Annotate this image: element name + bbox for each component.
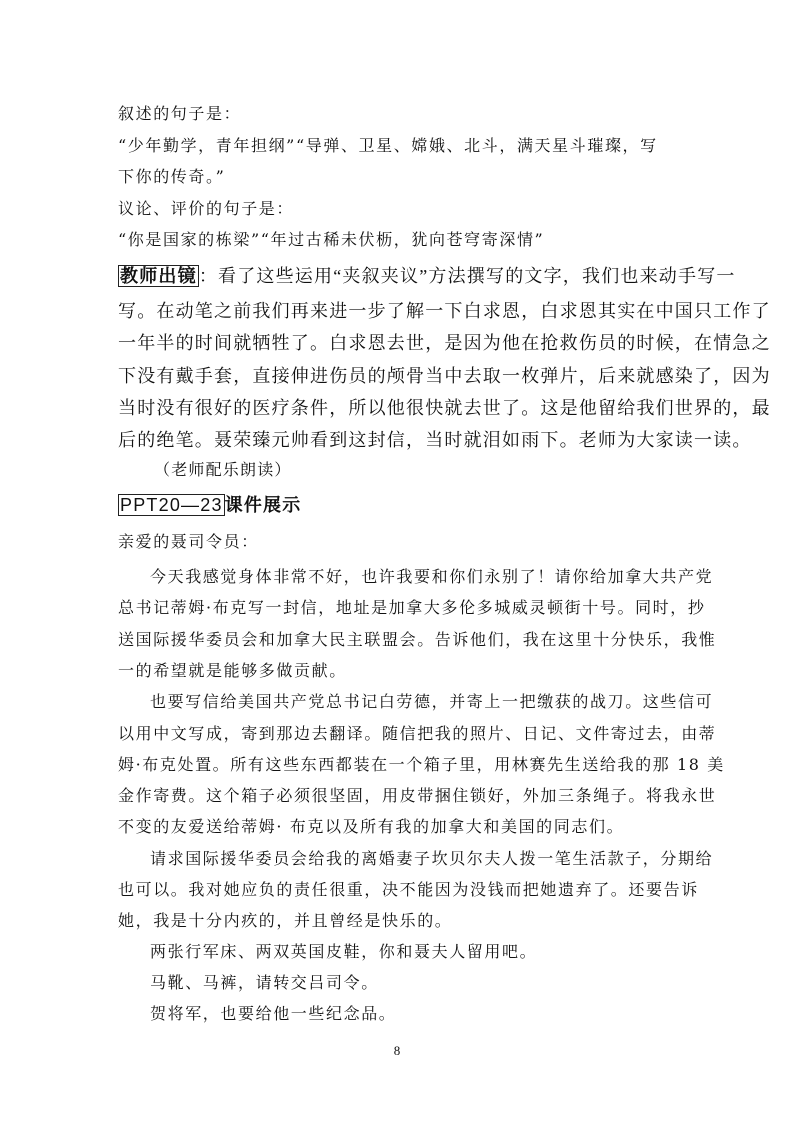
- teacher-label: 教师出镜: [120, 266, 197, 286]
- letter-line: 请求国际援华委员会给我的离婚妻子坎贝尔夫人拨一笔生活款子，分期给: [150, 849, 714, 868]
- letter-line: 以用中文写成，寄到那边去翻译。随信把我的照片、日记、文件寄过去，由蒂: [118, 724, 717, 743]
- letter-line: 一的希望就是能够多做贡献。: [118, 661, 347, 680]
- letter-salutation: 亲爱的聂司令员：: [118, 532, 259, 551]
- letter-line: 马靴、马裤，请转交吕司令。: [150, 973, 379, 992]
- commentary-heading: 议论、评价的句子是：: [118, 199, 295, 218]
- letter-line: 贺将军，也要给他一些纪念品。: [150, 1004, 397, 1023]
- narration-line: “少年勤学，青年担纲”“导弹、卫星、嫦娥、北斗，满天星斗璀璨，写: [118, 136, 658, 155]
- teacher-paragraph-line: 下没有戴手套，直接伸进伤员的颅骨当中去取一枚弹片，后来就感染了，因为: [118, 366, 771, 386]
- letter-line: 不变的友爱送给蒂姆· 布克以及所有我的加拿大和美国的同志们。: [118, 817, 625, 836]
- ppt-label: PPT20—23: [120, 495, 223, 515]
- reading-note: （老师配乐朗读）: [154, 462, 292, 479]
- teacher-text: ：看了这些运用“夹叙夹议”方法撰写的文字，我们也来动手写一: [198, 266, 736, 286]
- narration-line: 下你的传奇。”: [118, 167, 226, 186]
- page-number: 8: [393, 1043, 401, 1058]
- letter-line: 她，我是十分内疚的，并且曾经是快乐的。: [118, 911, 453, 930]
- letter-line: 也可以。我对她应负的责任很重，决不能因为没钱而把她遗弃了。还要告诉: [118, 880, 699, 899]
- teacher-paragraph-line: 后的绝笔。聂荣臻元帅看到这封信，当时就泪如雨下。老师为大家读一读。: [118, 430, 752, 450]
- commentary-line: “你是国家的栋梁”“年过古稀未伏枥，犹向苍穹寄深情”: [118, 230, 545, 249]
- letter-line: 今天我感觉身体非常不好，也许我要和你们永别了！请你给加拿大共产党: [150, 567, 714, 586]
- ppt-heading: [118, 491, 301, 517]
- teacher-paragraph-line: 当时没有很好的医疗条件，所以他很快就去世了。这是他留给我们世界的，最: [118, 398, 771, 418]
- letter-line: 两张行军床、两双英国皮鞋，你和聂夫人留用吧。: [150, 942, 538, 961]
- narration-heading: 叙述的句子是：: [118, 104, 242, 123]
- letter-line: 也要写信给美国共产党总书记白劳德，并寄上一把缴获的战刀。这些信可: [150, 692, 714, 711]
- ppt-title: 课件展示: [224, 495, 302, 515]
- letter-line: 金作寄费。这个箱子必须很坚固，用皮带捆住锁好，外加三条绳子。将我永世: [118, 786, 717, 805]
- teacher-paragraph-line: 写。在动笔之前我们再来进一步了解一下白求恩，白求恩其实在中国只工作了: [118, 301, 771, 321]
- teacher-paragraph-line: [118, 262, 736, 288]
- letter-line: 总书记蒂姆·布克写一封信，地址是加拿大多伦多城威灵顿街十号。同时，抄: [118, 598, 706, 617]
- letter-line: 姆·布克处置。所有这些东西都装在一个箱子里，用林赛先生送给我的那 18 美: [118, 755, 725, 774]
- teacher-paragraph-line: 一年半的时间就牺牲了。白求恩去世，是因为他在抢救伤员的时候，在情急之: [118, 333, 771, 353]
- letter-line: 送国际援华委员会和加拿大民主联盟会。告诉他们，我在这里十分快乐，我惟: [118, 630, 717, 649]
